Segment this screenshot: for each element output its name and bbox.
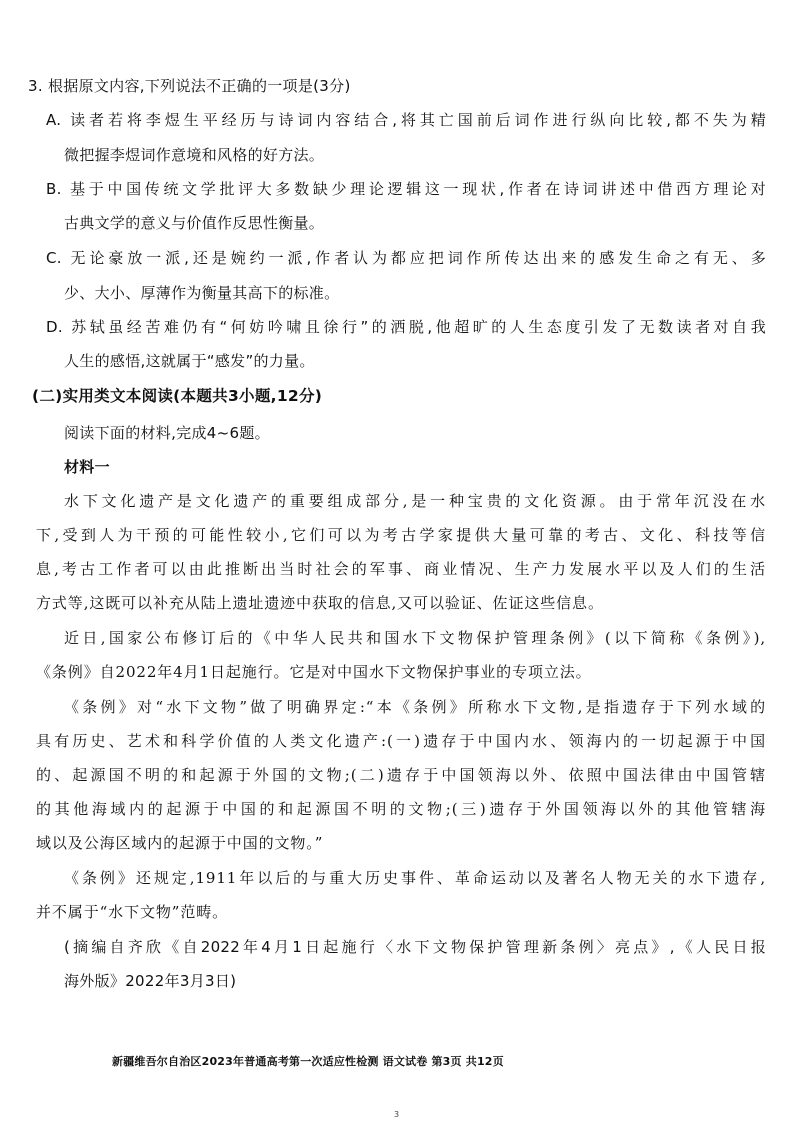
option-c-line2: 少、大小、厚薄作为衡量其高下的标准。: [64, 284, 340, 302]
material-1-source-line2: 海外版》2022年3月3日): [64, 972, 237, 990]
option-a-line2: 微把握李煜词作意境和风格的好方法。: [64, 146, 325, 164]
material-1-p3-line3: 的、起源国不明的和起源于外国的文物;(二)遗存于中国领海以外、依照中国法律由中国管辖: [36, 766, 766, 784]
material-1-p2-line1: 近日,国家公布修订后的《中华人民共和国水下文物保护管理条例》(以下简称《条例》),: [64, 629, 766, 647]
option-b-line1: B. 基于中国传统文学批评大多数缺少理论逻辑这一现状,作者在诗词讲述中借西方理论对: [46, 180, 766, 198]
material-1-p1-line3: 息,考古工作者可以由此推断出当时社会的军事、商业情况、生产力发展水平以及人们的生活: [36, 560, 766, 578]
material-1-p4-line2: 并不属于“水下文物”范畴。: [36, 903, 229, 921]
material-1-source-line1: (摘编自齐欣《自2022年4月1日起施行〈水下文物保护管理新条例〉亮点》,《人民日报: [64, 938, 766, 956]
material-1-p4-line1: 《条例》还规定,1911年以后的与重大历史事件、革命运动以及著名人物无关的水下遗存,: [64, 869, 766, 887]
option-d-line1: D. 苏轼虽经苦难仍有“何妨吟啸且徐行”的洒脱,他超旷的人生态度引发了无数读者对自我: [46, 318, 766, 336]
page-footer: 新疆维吾尔自治区2023年普通高考第一次适应性检测 语文试卷 第3页 共12页: [112, 1055, 504, 1068]
section-2-title: (二)实用类文本阅读(本题共3小题,12分): [32, 387, 323, 405]
page-number: 3: [394, 1110, 400, 1119]
material-1-p3-line1: 《条例》对“水下文物”做了明确界定:“本《条例》所称水下文物,是指遗存于下列水域的: [64, 698, 766, 716]
option-d-line2: 人生的感悟,这就属于“感发”的力量。: [64, 352, 315, 370]
option-c-line1: C. 无论豪放一派,还是婉约一派,作者认为都应把词作所传达出来的感发生命之有无、多: [46, 249, 766, 267]
option-b-line2: 古典文学的意义与价值作反思性衡量。: [64, 214, 325, 232]
material-1-p3-line5: 域以及公海区域内的起源于中国的文物。”: [36, 834, 324, 852]
material-1-label: 材料一: [64, 458, 110, 476]
material-1-p1-line1: 水下文化遗产是文化遗产的重要组成部分,是一种宝贵的文化资源。由于常年沉没在水: [64, 492, 766, 510]
question-3-stem: 3. 根据原文内容,下列说法不正确的一项是(3分): [28, 77, 351, 95]
section-2-instruction: 阅读下面的材料,完成4~6题。: [64, 424, 270, 442]
material-1-p1-line2: 下,受到人为干预的可能性较小,它们可以为考古学家提供大量可靠的考古、文化、科技等信: [36, 526, 766, 544]
material-1-p3-line2: 具有历史、艺术和科学价值的人类文化遗产:(一)遗存于中国内水、领海内的一切起源于中国: [36, 732, 766, 750]
material-1-p2-line2: 《条例》自2022年4月1日起施行。它是对中国水下文物保护事业的专项立法。: [36, 663, 592, 681]
material-1-p3-line4: 的其他海域内的起源于中国的和起源国不明的文物;(三)遗存于外国领海以外的其他管辖海: [36, 800, 766, 818]
option-a-line1: A. 读者若将李煜生平经历与诗词内容结合,将其亡国前后词作进行纵向比较,都不失为精: [46, 111, 766, 129]
material-1-p1-line4: 方式等,这既可以补充从陆上遗址遗迹中获取的信息,又可以验证、佐证这些信息。: [36, 594, 604, 612]
